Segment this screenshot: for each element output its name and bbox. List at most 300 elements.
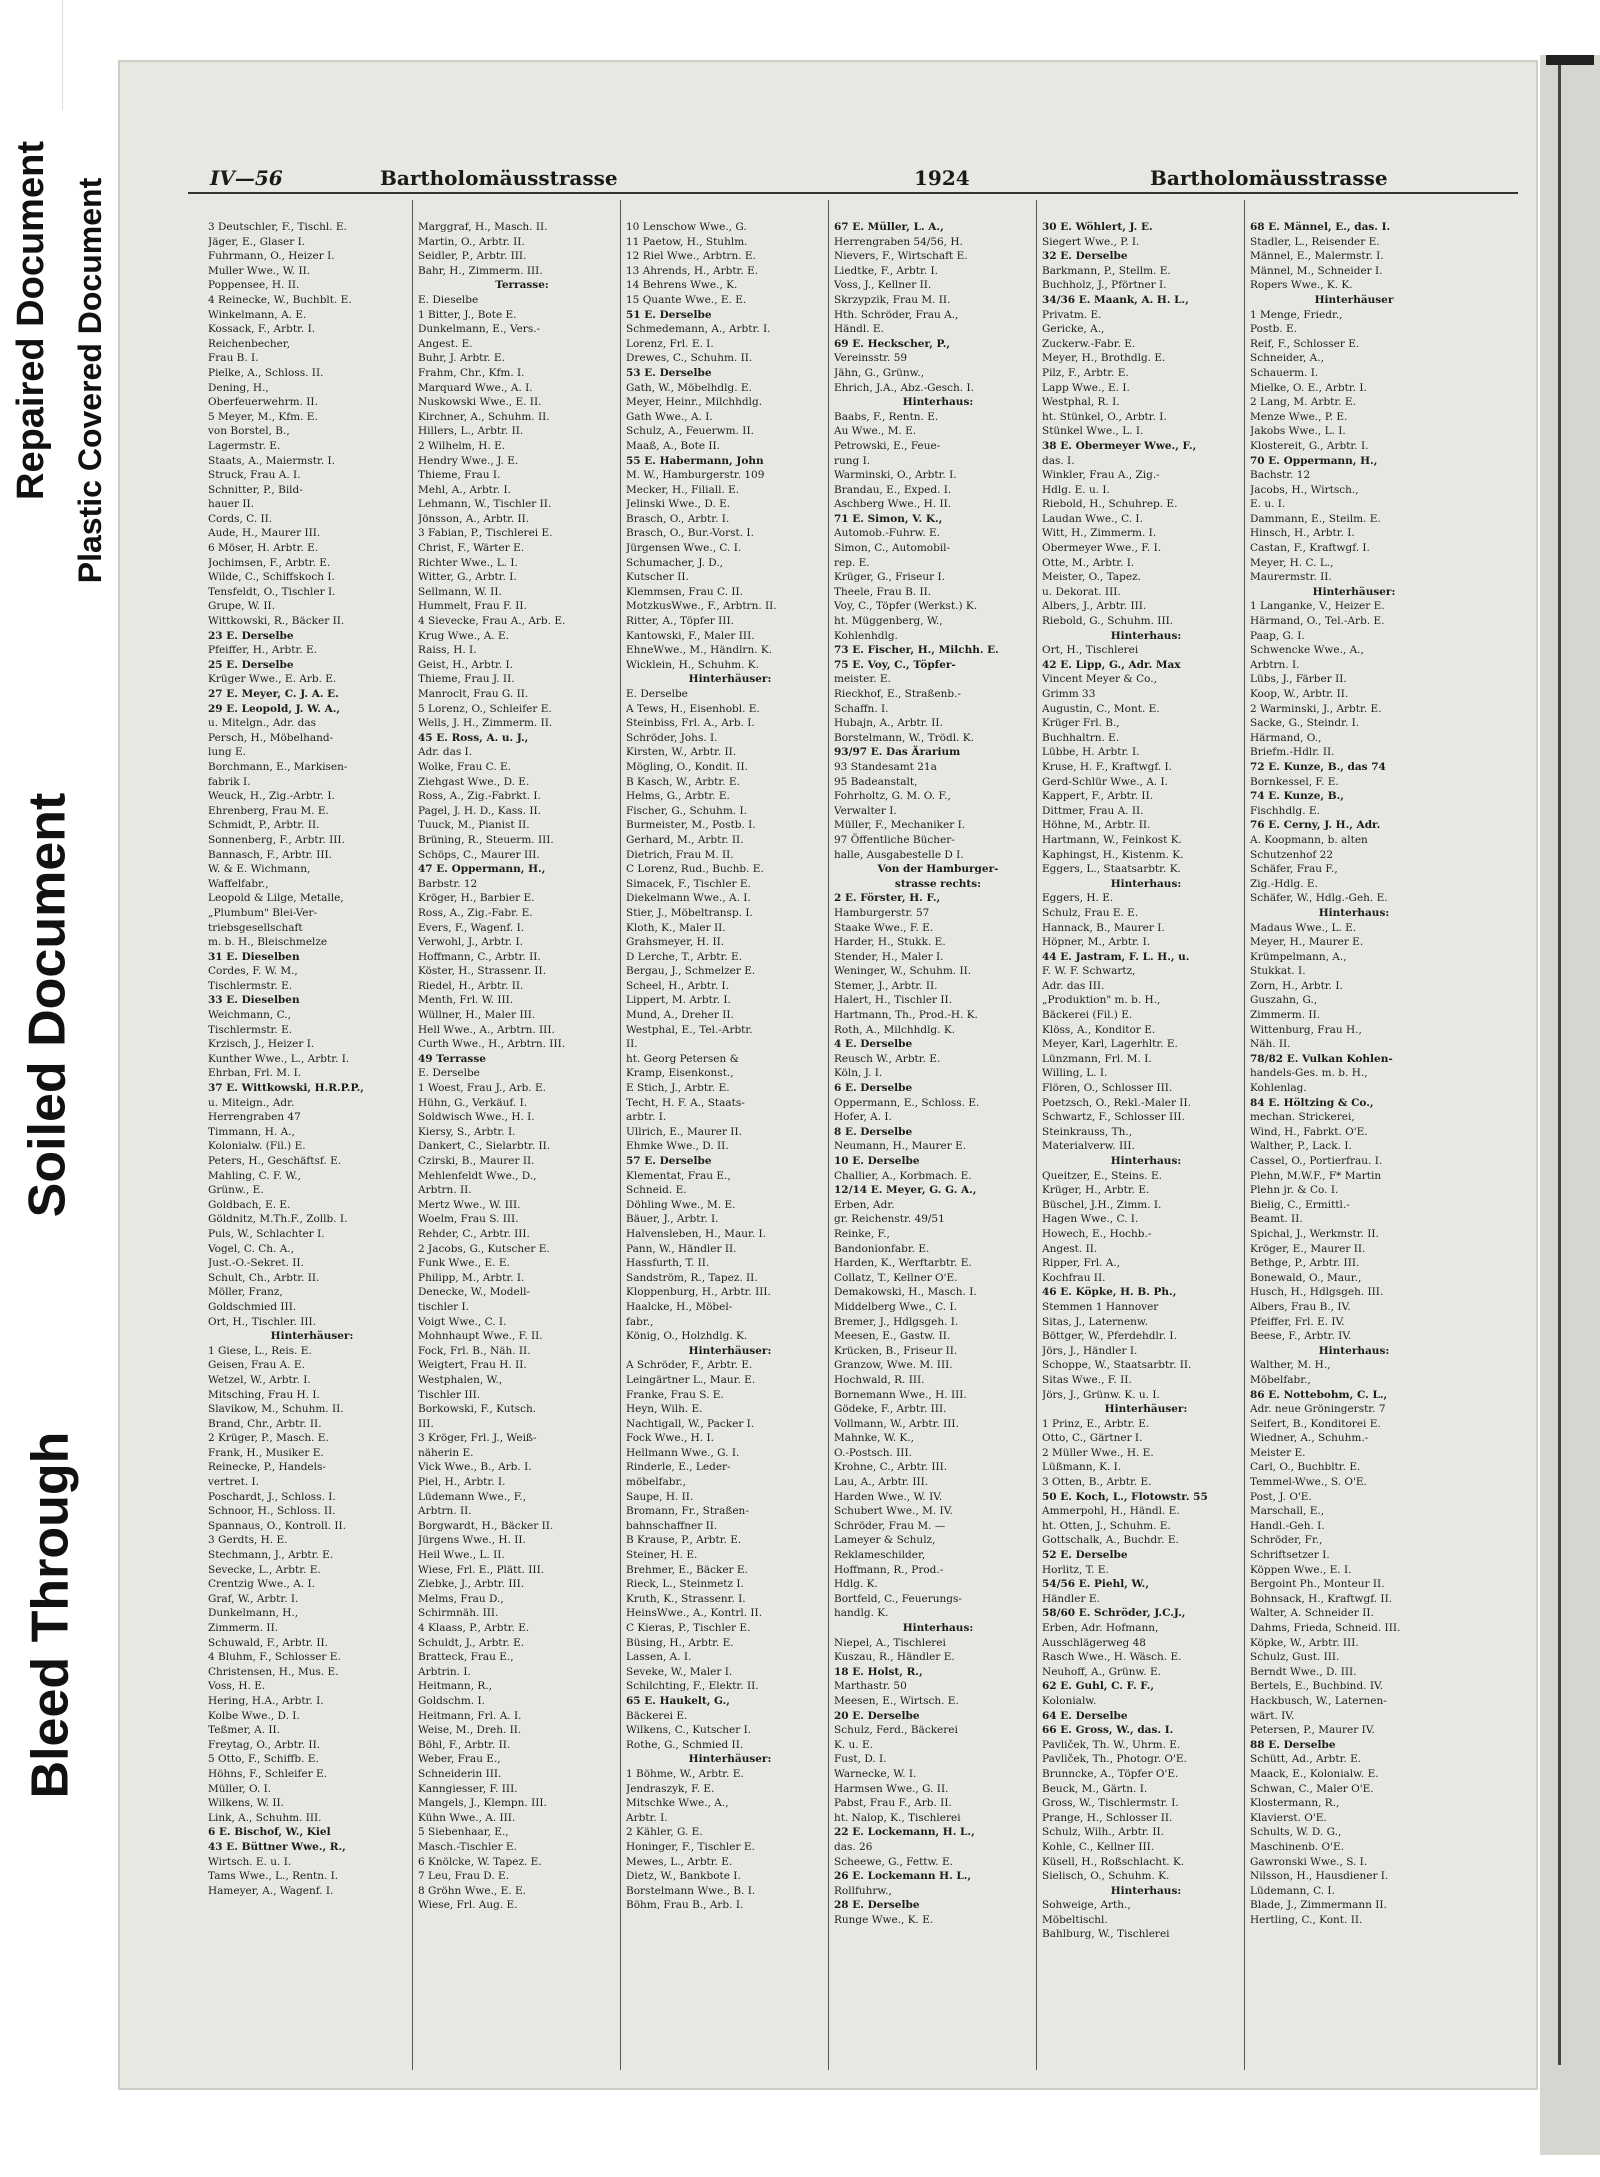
directory-entry: O.-Postsch. III. [834, 1446, 912, 1459]
directory-entry: Schults, W. D. G., [1250, 1826, 1342, 1839]
directory-entry: Lüdemann, C. I. [1250, 1884, 1335, 1897]
directory-entry: Gerhard, M., Arbtr. II. [626, 833, 744, 846]
directory-entry: Kossack, F., Arbtr. I. [208, 323, 316, 336]
directory-entry: 69 E. Heckscher, P., [834, 337, 951, 350]
directory-entry: Kiersy, S., Arbtr. I. [418, 1125, 516, 1138]
directory-entry: Bergoint Ph., Monteur II. [1250, 1578, 1385, 1591]
directory-entry: Hinterhaus: [1318, 906, 1390, 919]
directory-entry: Lüdemann Wwe., F., [418, 1490, 527, 1503]
directory-entry: Fock Wwe., H. I. [626, 1432, 714, 1445]
directory-entry: mechan. Strickerei, [1250, 1111, 1355, 1124]
directory-entry: Buhr, J. Arbtr. E. [418, 352, 505, 365]
directory-entry: Oberfeuerwehrm. II. [208, 396, 318, 409]
directory-entry: Woelm, Frau S. III. [418, 1213, 519, 1226]
directory-entry: Masch.-Tischler E. [418, 1840, 517, 1853]
directory-entry: Hummelt, Frau F. II. [418, 600, 527, 613]
directory-entry: Kloppenburg, H., Arbtr. III. [626, 1286, 771, 1299]
directory-entry: Petersen, P., Maurer IV. [1250, 1724, 1375, 1737]
directory-entry: Menth, Frl. W. III. [418, 994, 514, 1007]
directory-entry: Witter, G., Arbtr. I. [418, 571, 517, 584]
directory-entry: Kappert, F., Arbtr. II. [1042, 790, 1154, 803]
directory-entry: Bratteck, Frau E., [418, 1651, 514, 1664]
directory-entry: Steinkrauss, Th., [1042, 1125, 1133, 1138]
directory-entry: Vereinsstr. 59 [834, 352, 908, 365]
directory-entry: Staake Wwe., F. E. [834, 921, 934, 934]
directory-entry: 28 E. Derselbe [834, 1899, 920, 1912]
directory-entry: C Kieras, P., Tischler E. [626, 1622, 751, 1634]
directory-entry: Pielke, A., Schloss. II. [208, 366, 324, 379]
directory-entry: Halert, H., Tischler II. [834, 994, 953, 1007]
directory-entry: Bromann, Fr., Straßen- [626, 1505, 749, 1518]
directory-entry: 10 Lenschow Wwe., G. [626, 221, 747, 233]
directory-entry: handlg. K. [834, 1607, 889, 1620]
directory-entry: Herrengraben 54/56, H. [834, 235, 963, 248]
directory-entry: 2 Lang, M. Arbtr. E. [1250, 396, 1356, 409]
directory-entry: hauer II. [208, 498, 254, 511]
directory-entry: 93/97 E. Das Ärarium [834, 746, 961, 759]
directory-entry: Kröger, E., Maurer II. [1250, 1242, 1366, 1255]
directory-entry: Höpner, M., Arbtr. I. [1042, 936, 1151, 949]
directory-entry: Maschinenb. O'E. [1250, 1840, 1345, 1853]
directory-entry: Buchholz, J., Pförtner I. [1042, 279, 1167, 292]
directory-entry: Koop, W., Arbtr. II. [1250, 688, 1349, 700]
directory-entry: 1 Langanke, V., Heizer E. [1250, 600, 1385, 613]
directory-entry: Jelinski Wwe., D. E. [626, 498, 731, 511]
directory-entry: Schuldt, J., Arbtr. E. [418, 1636, 525, 1649]
directory-entry: Schneider, A., [1250, 352, 1324, 365]
directory-entry: Adr. das III. [1042, 979, 1105, 992]
directory-entry: Nievers, F., Wirtschaft E. [834, 250, 968, 263]
directory-entry: Philipp, M., Arbtr. I. [418, 1271, 525, 1284]
directory-entry: Wells, J. H., Zimmerm. II. [418, 717, 553, 730]
directory-entry: triebsgesellschaft [208, 921, 303, 934]
directory-entry: Schulz, Frau E. E. [1042, 906, 1139, 919]
directory-entry: Willing, L. I. [1042, 1067, 1108, 1080]
directory-entry: Verwalter I. [834, 804, 897, 817]
directory-entry: 93 Standesamt 21a [834, 760, 937, 773]
directory-entry: Hinterhaus: [1318, 1344, 1390, 1357]
directory-entry: lung E. [208, 746, 246, 759]
directory-entry: Schröder, Johs. I. [626, 731, 718, 744]
directory-entry: Curth Wwe., H., Arbtrn. III. [418, 1038, 566, 1051]
directory-entry: 22 E. Lockemann, H. L., [834, 1826, 975, 1839]
directory-entry: Vogel, C. Ch. A., [208, 1242, 294, 1255]
directory-entry: Klöss, A., Konditor E. [1042, 1023, 1156, 1036]
directory-entry: 47 E. Oppermann, H., [418, 863, 546, 876]
directory-entry: Wüllner, H., Maler III. [418, 1009, 536, 1022]
directory-entry: handels-Ges. m. b. H., [1250, 1067, 1368, 1080]
directory-entry: 2 Wilhelm, H. E. [418, 439, 506, 452]
directory-entry: Ammerpohl, H., Händl. E. [1042, 1505, 1180, 1518]
directory-entry: arbtr. I. [626, 1111, 667, 1124]
directory-entry: Angest. II. [1042, 1242, 1098, 1255]
directory-entry: 1 Woest, Frau J., Arb. E. [418, 1082, 546, 1095]
directory-entry: Cords, C. II. [208, 512, 273, 525]
directory-entry: HeinsWwe., A., Kontrl. II. [626, 1607, 763, 1620]
street-name-right: Bartholomäusstrasse [1150, 166, 1388, 190]
directory-entry: Wiedner, A., Schuhm.- [1250, 1432, 1369, 1445]
directory-entry: Meyer, Karl, Lagerhltr. E. [1042, 1038, 1178, 1051]
directory-entry: 75 E. Voy, C., Töpfer- [834, 658, 956, 671]
directory-entry: Hamburgerstr. 57 [834, 906, 930, 919]
directory-entry: Borstelmann, W., Trödl. K. [834, 731, 974, 744]
directory-entry: 7 Leu, Frau D. E. [418, 1870, 510, 1883]
directory-entry: 14 Behrens Wwe., K. [626, 279, 738, 292]
directory-entry: Albers, Frau B., IV. [1250, 1300, 1351, 1313]
directory-entry: Melms, Frau D., [418, 1592, 504, 1605]
bleed-through-label: Bleed Through [21, 1431, 79, 1799]
directory-entry: Mögling, O., Kondit. II. [626, 760, 748, 773]
directory-entry: 84 E. Höltzing & Co., [1250, 1096, 1374, 1109]
directory-entry: Wirtsch. E. u. I. [208, 1855, 292, 1868]
directory-entry: Staats, A., Maiermstr. I. [208, 454, 336, 467]
directory-entry: Schneid. E. [626, 1184, 687, 1197]
directory-entry: Kantowski, F., Maler III. [626, 629, 755, 642]
directory-entry: 68 E. Männel, E., das. I. [1250, 221, 1391, 233]
directory-entry: möbelfabr., [626, 1476, 686, 1489]
directory-year: 1924 [914, 166, 970, 190]
directory-entry: Funk Wwe., E. E. [418, 1257, 510, 1270]
directory-entry: Hartmann, Th., Prod.-H. K. [834, 1009, 978, 1022]
directory-entry: Schwan, C., Maler O'E. [1250, 1782, 1374, 1795]
directory-entry: Fuhrmann, O., Heizer I. [208, 250, 335, 263]
directory-entry: Warminski, O., Arbtr. I. [834, 469, 957, 482]
directory-entry: Lübbe, H. Arbtr. I. [1042, 746, 1140, 759]
directory-entry: Herrengraben 47 [208, 1111, 301, 1124]
directory-entry: Schröder, Fr., [1250, 1534, 1323, 1547]
directory-entry: A. Koopmann, b. alten [1250, 833, 1368, 846]
directory-entry: Arbtrn. II. [418, 1184, 472, 1197]
directory-entry: Simon, C., Automobil- [834, 542, 951, 555]
directory-entry: Temmel-Wwe., S. O'E. [1250, 1476, 1367, 1489]
directory-entry: Hinterhaus: [902, 1622, 974, 1634]
directory-entry: 1 Böhme, W., Arbtr. E. [626, 1767, 744, 1780]
directory-entry: Klavierst. O'E. [1250, 1811, 1327, 1824]
directory-entry: Pabst, Frau F., Arb. II. [834, 1797, 952, 1810]
directory-entry: Hinterhaus: [1110, 1884, 1182, 1897]
directory-entry: rep. E. [834, 556, 870, 569]
directory-entry: Bornemann Wwe., H. III. [834, 1388, 967, 1401]
directory-entry: Hubajn, A., Arbtr. II. [834, 717, 943, 730]
directory-entry: Rieck, L., Steinmetz I. [626, 1578, 744, 1591]
directory-entry: Gath Wwe., A. I. [626, 410, 713, 423]
directory-entry: Dunkelmann, H., [208, 1607, 299, 1620]
directory-entry: 97 Öffentliche Bücher- [834, 833, 955, 846]
directory-entry: Walther, P., Lack. I. [1250, 1140, 1352, 1153]
directory-entry: u. Miteign., Adr. [208, 1096, 295, 1109]
directory-entry: Hameyer, A., Wagenf. I. [208, 1884, 334, 1897]
directory-entry: M. W., Hamburgerstr. 109 [626, 469, 765, 482]
directory-entry: 6 Möser, H. Arbtr. E. [208, 542, 319, 555]
directory-entry: Schult, Ch., Arbtr. II. [208, 1271, 320, 1284]
directory-entry: Kramp, Eisenkonst., [626, 1067, 734, 1080]
directory-entry: A Tews, H., Eisenhobl. E. [626, 702, 760, 715]
directory-entry: 4 Bluhm, F., Schlosser E. [208, 1651, 341, 1664]
directory-entry: Reif, F., Schlosser E. [1250, 337, 1360, 350]
directory-entry: Kuszau, R., Händler E. [834, 1651, 955, 1664]
directory-entry: Gericke, A., [1042, 323, 1105, 336]
directory-entry: Meyer, H. C. L., [1250, 556, 1334, 569]
directory-entry: von Borstel, B., [208, 425, 290, 438]
directory-entry: Borkowski, F., Kutsch. [418, 1403, 537, 1416]
directory-entry: Ropers Wwe., K. K. [1250, 279, 1353, 292]
directory-entry: Schwartz, F., Schlosser III. [1042, 1111, 1185, 1124]
directory-entry: Hagen Wwe., C. I. [1042, 1213, 1139, 1226]
directory-entry: Burmeister, M., Postb. I. [626, 819, 756, 832]
directory-entry: Klementat, Frau E., [626, 1169, 731, 1182]
directory-entry: Evers, F., Wagenf. I. [418, 921, 525, 934]
directory-entry: 53 E. Derselbe [626, 366, 712, 379]
directory-entry: Christensen, H., Mus. E. [208, 1665, 339, 1678]
directory-entry: Graf, W., Arbtr. I. [208, 1592, 299, 1605]
directory-entry: Wiese, Frl. Aug. E. [418, 1899, 518, 1912]
directory-entry: 78/82 E. Vulkan Kohlen- [1250, 1052, 1393, 1065]
directory-entry: Brasch, O., Bur.-Vorst. I. [626, 527, 754, 540]
directory-entry: Meyer, H., Brothdlg. E. [1042, 352, 1166, 365]
directory-entry: Skrzypzik, Frau M. II. [834, 293, 951, 306]
directory-entry: Stünkel Wwe., L. I. [1042, 425, 1144, 438]
directory-entry: 73 E. Fischer, H., Milchh. E. [834, 644, 999, 657]
directory-entry: 86 E. Nottebohm, C. L., [1250, 1388, 1388, 1401]
directory-entry: Klemmsen, Frau C. II. [626, 585, 744, 598]
directory-entry: Ripper, Frl. A., [1042, 1257, 1121, 1270]
directory-entry: Otte, M., Arbtr. I. [1042, 556, 1135, 569]
directory-entry: Reusch W., Arbtr. E. [834, 1052, 941, 1065]
directory-entry: Brehmer, E., Bäcker E. [626, 1563, 748, 1576]
directory-entry: Siegert Wwe., P. I. [1042, 235, 1140, 248]
directory-entry: ht. Stünkel, O., Arbtr. I. [1042, 410, 1167, 423]
directory-entry: Bonewald, O., Maur., [1250, 1271, 1362, 1284]
directory-entry: Dammann, E., Steilm. E. [1250, 512, 1381, 525]
directory-entry: Klostermann, R., [1250, 1797, 1340, 1810]
directory-entry: Schneiderin III. [418, 1767, 502, 1780]
directory-entry: Kochfrau II. [1042, 1271, 1106, 1284]
directory-entry: Borstelmann Wwe., B. I. [626, 1884, 756, 1897]
directory-entry: Weninger, W., Schuhm. II. [834, 965, 972, 978]
column-rule [828, 200, 829, 2070]
directory-entry: Klostereit, G., Arbtr. I. [1250, 439, 1369, 452]
directory-entry: Leopold & Lilge, Metalle, [208, 892, 344, 905]
directory-entry: Lübs, J., Färber II. [1250, 673, 1347, 686]
directory-entry: Ehmke Wwe., D. II. [626, 1140, 729, 1153]
directory-entry: Frau B. I. [208, 352, 259, 365]
directory-entry: Riedel, H., Arbtr. II. [418, 979, 524, 992]
directory-entry: Spannaus, O., Kontroll. II. [208, 1519, 347, 1532]
column-rule [1244, 200, 1245, 2070]
directory-entry: E. u. I. [1250, 498, 1286, 511]
directory-column [834, 220, 1042, 1927]
directory-entry: Eggers, L., Staatsarbtr. K. [1042, 863, 1181, 876]
directory-entry: Ehrban, Frl. M. I. [208, 1067, 302, 1080]
directory-entry: Heitmann, Frl. A. I. [418, 1709, 522, 1722]
column-rule [620, 200, 621, 2070]
directory-entry: Kühn Wwe., A. III. [418, 1811, 516, 1824]
directory-entry: Winkler, Frau A., Zig.- [1042, 469, 1160, 482]
directory-entry: Fohrholtz, G. M. O. F., [834, 790, 951, 803]
directory-entry: Dahms, Frieda, Schneid. III. [1250, 1622, 1401, 1634]
directory-entry: Madaus Wwe., L. E. [1250, 921, 1357, 934]
directory-entry: Kutscher II. [626, 571, 689, 584]
directory-entry: Waffelfabr., [208, 877, 269, 890]
directory-entry: Tams Wwe., L., Rentn. I. [208, 1870, 339, 1883]
directory-entry: Von der Hamburger- [877, 863, 999, 876]
directory-entry: Sonnenberg, F., Arbtr. III. [208, 833, 345, 846]
directory-entry: wärt. IV. [1250, 1709, 1295, 1722]
directory-entry: Struck, Frau A. I. [208, 469, 301, 482]
directory-entry: Sohweige, Arth., [1042, 1899, 1131, 1912]
directory-entry: Tischler III. [418, 1388, 481, 1401]
directory-entry: vertret. I. [208, 1476, 259, 1489]
directory-entry: 12 Riel Wwe., Arbtrn. E. [626, 250, 756, 263]
directory-entry: Helms, G., Arbtr. E. [626, 790, 730, 803]
directory-entry: Ort, H., Tischlerei [1042, 644, 1139, 657]
page-edge [1540, 55, 1600, 2155]
directory-entry: 3 Gerdts, H. E. [208, 1534, 288, 1547]
directory-entry: Meyer, H., Maurer E. [1250, 936, 1364, 949]
directory-entry: ht. Nalop, K., Tischlerei [834, 1811, 961, 1824]
directory-entry: Barkmann, P., Stellm. E. [1042, 264, 1171, 277]
directory-entry: Middelberg Wwe., C. I. [834, 1300, 957, 1313]
directory-entry: Maaß, A., Bote II. [626, 439, 720, 452]
directory-entry: Meesen, E., Gastw. II. [834, 1330, 951, 1343]
directory-entry: 76 E. Cerny, J. H., Adr. [1250, 819, 1381, 832]
directory-entry: Härmand, O., [1250, 731, 1322, 744]
directory-entry: Gawronski Wwe., S. I. [1250, 1855, 1368, 1868]
directory-entry: E Stich, J., Arbtr. E. [626, 1082, 730, 1095]
directory-entry: Hinsch, H., Arbtr. I. [1250, 527, 1355, 540]
directory-entry: 6 E. Derselbe [834, 1082, 913, 1095]
directory-entry: Brasch, O., Arbtr. I. [626, 512, 730, 525]
directory-entry: Kohle, C., Kellner III. [1042, 1840, 1155, 1853]
directory-entry: Bethge, P., Arbtr. III. [1250, 1257, 1360, 1270]
directory-entry: Rollfuhrw., [834, 1884, 892, 1897]
directory-entry: Nilsson, H., Hausdiener I. [1250, 1870, 1389, 1883]
directory-entry: Grahsmeyer, H. II. [626, 936, 725, 949]
directory-entry: Meyer, Heinr., Milchhdlg. [626, 396, 763, 409]
directory-entry: Kolonialw. [1042, 1694, 1097, 1707]
directory-entry: Schulz, Wilh., Arbtr. II. [1042, 1826, 1164, 1839]
directory-entry: Riebold, H., Schuhrep. E. [1042, 498, 1178, 511]
directory-entry: Materialverw. III. [1042, 1140, 1135, 1153]
directory-entry: Dunkelmann, E., Vers.- [418, 323, 541, 336]
directory-entry: 25 E. Derselbe [208, 658, 294, 671]
directory-entry: Runge Wwe., K. E. [834, 1913, 934, 1926]
directory-entry: Hofer, A. I. [834, 1111, 892, 1124]
directory-entry: Hinterhaus: [1110, 1155, 1182, 1167]
directory-entry: Queitzer, E., Steins. E. [1042, 1169, 1162, 1182]
directory-entry: Poppensee, H. II. [208, 279, 300, 292]
directory-entry: Blade, J., Zimmermann II. [1250, 1899, 1387, 1912]
directory-entry: Fischhdlg. E. [1250, 804, 1320, 817]
directory-entry: Böhm, Frau B., Arb. I. [626, 1899, 744, 1912]
directory-entry: Buchhaltrn. E. [1042, 731, 1120, 744]
directory-entry: fabrik I. [208, 775, 251, 788]
directory-entry: Nachtigall, W., Packer I. [626, 1417, 755, 1430]
directory-entry: Otto, C., Gärtner I. [1042, 1432, 1143, 1445]
directory-entry: Köln, J. I. [834, 1067, 883, 1080]
directory-entry: Jähn, G., Grünw., [834, 366, 925, 379]
directory-entry: Hering, H.A., Arbtr. I. [208, 1694, 324, 1707]
directory-entry: Neuhoff, A., Grünw. E. [1042, 1665, 1161, 1678]
directory-entry: Krücken, B., Friseur II. [834, 1344, 958, 1357]
directory-entry: Meister, O., Tapez. [1042, 571, 1141, 584]
directory-entry: Westphalen, W., [418, 1373, 503, 1386]
directory-entry: 2 Müller Wwe., H. E. [1042, 1446, 1154, 1459]
directory-entry: Czirski, B., Maurer II. [418, 1155, 535, 1167]
directory-entry: Hinterhäuser: [270, 1330, 354, 1343]
directory-entry: Arbtr. I. [626, 1811, 668, 1824]
directory-entry: Tischlermstr. E. [208, 1023, 293, 1036]
directory-entry: 34/36 E. Maank, A. H. L., [1042, 293, 1189, 306]
directory-entry: 38 E. Obermeyer Wwe., F., [1042, 439, 1197, 452]
directory-entry: 5 Lorenz, O., Schleifer E. [418, 702, 552, 715]
directory-entry: Raiss, H. I. [418, 644, 477, 657]
directory-entry: Timmann, H. A., [208, 1125, 295, 1138]
directory-entry: Mertz Wwe., W. III. [418, 1198, 521, 1211]
directory-entry: 33 E. Dieselben [208, 994, 300, 1007]
header-rule [188, 192, 1518, 194]
directory-entry: 66 E. Gross, W., das. I. [1042, 1724, 1174, 1737]
directory-entry: Brunncke, A., Töpfer O'E. [1042, 1767, 1179, 1780]
directory-entry: Crentzig Wwe., A. I. [208, 1578, 315, 1591]
directory-entry: Hühn, G., Verkäuf. I. [418, 1096, 528, 1109]
directory-entry: 1 Bitter, J., Bote E. [418, 308, 517, 321]
directory-entry: Post, J. O'E. [1250, 1490, 1312, 1503]
directory-entry: Weuck, H., Zig.-Arbtr. I. [208, 790, 335, 803]
directory-entry: Schulz, Ferd., Bäckerei [834, 1724, 958, 1737]
directory-entry: Mecker, H., Filiall. E. [626, 483, 740, 496]
directory-entry: W. & E. Wichmann, [208, 863, 311, 876]
directory-entry: Lagermstr. E. [208, 439, 281, 452]
directory-entry: Granzow, Wwe. M. III. [834, 1359, 953, 1372]
directory-entry: Hartmann, W., Feinkost K. [1042, 833, 1182, 846]
directory-entry: Zuckerw.-Fabr. E. [1042, 337, 1136, 350]
directory-entry: Schmedemann, A., Arbtr. I. [626, 323, 771, 336]
directory-entry: m. b. H., Bleischmelze [208, 936, 328, 949]
directory-entry: Schutzenhof 22 [1250, 848, 1333, 861]
directory-entry: Winkelmann, A. E. [208, 308, 307, 321]
directory-entry: Kaphingst, H., Kistenm. K. [1042, 848, 1184, 861]
directory-entry: 67 E. Müller, L. A., [834, 221, 944, 233]
directory-entry: Hinterhäuser: [688, 673, 772, 686]
directory-entry: Wittkowski, R., Bäcker II. [208, 615, 345, 628]
directory-entry: „Plumbum" Blei-Ver- [208, 906, 318, 919]
directory-entry: 44 E. Jastram, F. L. H., u. [1042, 950, 1190, 963]
directory-entry: Jürgens Wwe., H. II. [418, 1534, 526, 1547]
directory-entry: Christ, F., Wärter E. [418, 542, 525, 555]
directory-entry: Goldschm. I. [418, 1694, 485, 1707]
directory-entry: Mehl, A., Arbtr. I. [418, 483, 511, 496]
directory-entry: Stadler, L., Reisender E. [1250, 235, 1380, 248]
directory-entry: Kirchner, A., Schuhm. II. [418, 410, 550, 423]
directory-entry: Albers, J., Arbtr. III. [1042, 600, 1147, 613]
directory-entry: Bremer, J., Hdlgsgeh. I. [834, 1315, 959, 1328]
directory-entry: Krohne, C., Arbtr. III. [834, 1461, 948, 1474]
directory-entry: Sitas, J., Laternenw. [1042, 1315, 1149, 1328]
directory-entry: Müller, O. I. [208, 1782, 272, 1795]
directory-entry: das. I. [1042, 454, 1075, 467]
directory-entry: Schwencke Wwe., A., [1250, 644, 1364, 657]
directory-entry: Schnitter, P., Bild- [208, 483, 303, 496]
directory-entry: Pagel, J. H. D., Kass. II. [418, 804, 541, 817]
directory-entry: Kruse, H. F., Kraftwgf. I. [1042, 760, 1173, 773]
directory-entry: Seveke, W., Maler I. [626, 1665, 733, 1678]
directory-entry: Frahm, Chr., Kfm. I. [418, 366, 525, 379]
directory-entry: 62 E. Guhl, C. F. F., [1042, 1680, 1155, 1693]
directory-entry: Erben, Adr. Hofmann, [1042, 1622, 1159, 1634]
directory-entry: Plehn, M.W.F., F* Martin [1250, 1169, 1382, 1182]
directory-entry: Mehlenfeldt Wwe., D., [418, 1169, 537, 1182]
